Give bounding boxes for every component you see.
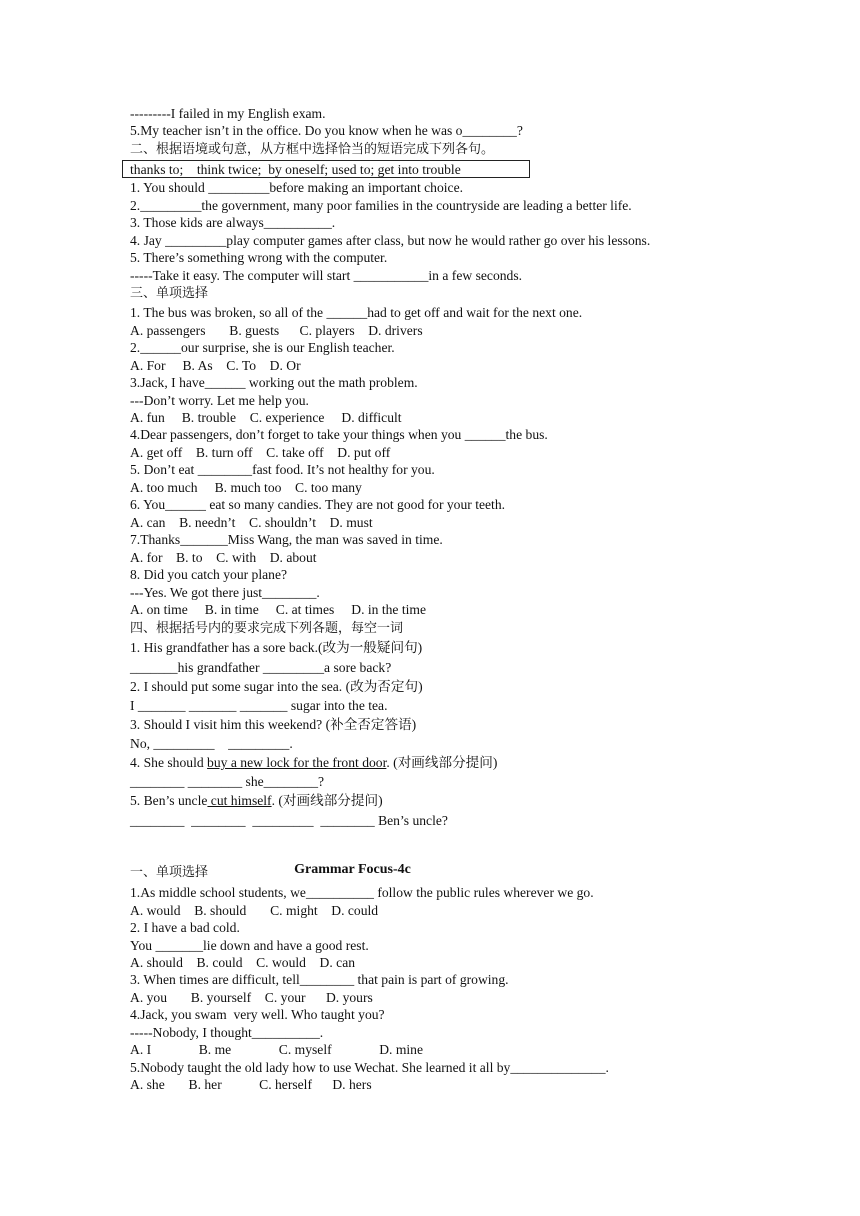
- question: ---Don’t worry. Let me help you.: [130, 393, 309, 408]
- question: 7.Thanks_______Miss Wang, the man was saved in time.: [130, 532, 443, 547]
- question: [130, 792, 383, 809]
- answer-line: No, _________ _________.: [130, 736, 293, 751]
- section-heading: 三、单项选择: [130, 286, 209, 301]
- section-heading: 四、根据括号内的要求完成下列各题，每空一词: [130, 621, 404, 636]
- question: 6. You______ eat so many candies. They are not good for your teeth.: [130, 497, 506, 512]
- question: 1. The bus was broken, so all of the ______had to get off and wait for the next one.: [130, 305, 583, 320]
- answer-line: I _______ _______ _______ sugar into the tea.: [130, 698, 388, 713]
- question: 4. Jay _________play computer games after class, but now he would rather go over his lessons.: [130, 233, 651, 248]
- options: A. you B. yourself C. your D. yours: [130, 990, 373, 1005]
- options: A. can B. needn’t C. shouldn’t D. must: [130, 515, 373, 530]
- options: A. passengers B. guests C. players D. drivers: [130, 323, 423, 338]
- options: A. would B. should C. might D. could: [130, 903, 379, 918]
- question: 1. His grandfather has a sore back.(改为一般疑问句): [130, 640, 423, 655]
- answer-line: ________ ________ _________ ________ Ben’s uncle?: [130, 813, 448, 828]
- phrase-box-text: thanks to; think twice; by oneself; used to; get into trouble: [130, 162, 461, 177]
- options: A. fun B. trouble C. experience D. difficult: [130, 410, 402, 425]
- section-title: Grammar Focus-4c: [294, 862, 411, 877]
- question-text: 5. Ben’s uncle: [130, 793, 208, 808]
- options: A. get off B. turn off C. take off D. put off: [130, 445, 391, 460]
- question: ---Yes. We got there just________.: [130, 585, 320, 600]
- underlined-phrase: buy a new lock for the front door: [207, 755, 387, 770]
- options: A. I B. me C. myself D. mine: [130, 1042, 424, 1057]
- question: 8. Did you catch your plane?: [130, 567, 288, 582]
- question: [130, 754, 497, 771]
- options: A. for B. to C. with D. about: [130, 550, 317, 565]
- question: 2.______our surprise, she is our English teacher.: [130, 340, 395, 355]
- question: 2. I have a bad cold.: [130, 920, 240, 935]
- options: A. on time B. in time C. at times D. in the time: [130, 602, 427, 617]
- question-instruction: . (对画线部分提问): [386, 755, 498, 770]
- question: 4.Jack, you swam very well. Who taught you?: [130, 1007, 385, 1022]
- text-line: 5.My teacher isn’t in the office. Do you know when he was o________?: [130, 123, 523, 138]
- question: 5.Nobody taught the old lady how to use Wechat. She learned it all by______________.: [130, 1060, 609, 1075]
- options: A. too much B. much too C. too many: [130, 480, 362, 495]
- question: -----Take it easy. The computer will start ___________in a few seconds.: [130, 268, 523, 283]
- options: A. she B. her C. herself D. hers: [130, 1077, 372, 1092]
- question-text: 4. She should: [130, 755, 208, 770]
- question: 3. Those kids are always__________.: [130, 215, 336, 230]
- text-line: ---------I failed in my English exam.: [130, 106, 326, 121]
- question: 5. There’s something wrong with the computer.: [130, 250, 388, 265]
- question: 1.As middle school students, we__________ follow the public rules wherever we go.: [130, 885, 594, 900]
- section-heading: 一、单项选择: [130, 865, 209, 880]
- answer-line: ________ ________ she________?: [130, 774, 325, 789]
- answer-line: _______his grandfather _________a sore back?: [130, 660, 392, 675]
- question: -----Nobody, I thought__________.: [130, 1025, 324, 1040]
- question: 4.Dear passengers, don’t forget to take your things when you ______the bus.: [130, 427, 548, 442]
- question: 2. I should put some sugar into the sea. (改为否定句): [130, 679, 423, 694]
- question: You _______lie down and have a good rest.: [130, 938, 369, 953]
- options: A. For B. As C. To D. Or: [130, 358, 301, 373]
- question: 5. Don’t eat ________fast food. It’s not healthy for you.: [130, 462, 435, 477]
- question: 3. Should I visit him this weekend? (补全否定答语): [130, 717, 417, 732]
- question: 2._________the government, many poor families in the countryside are leading a better life.: [130, 198, 632, 213]
- question: 3.Jack, I have______ working out the math problem.: [130, 375, 418, 390]
- question: 1. You should _________before making an important choice.: [130, 180, 463, 195]
- question: 3. When times are difficult, tell________ that pain is part of growing.: [130, 972, 509, 987]
- section-heading: 二、根据语境或句意，从方框中选择恰当的短语完成下列各句。: [130, 142, 495, 157]
- question-instruction: . (对画线部分提问): [271, 793, 383, 808]
- options: A. should B. could C. would D. can: [130, 955, 356, 970]
- underlined-phrase: cut himself: [207, 793, 272, 808]
